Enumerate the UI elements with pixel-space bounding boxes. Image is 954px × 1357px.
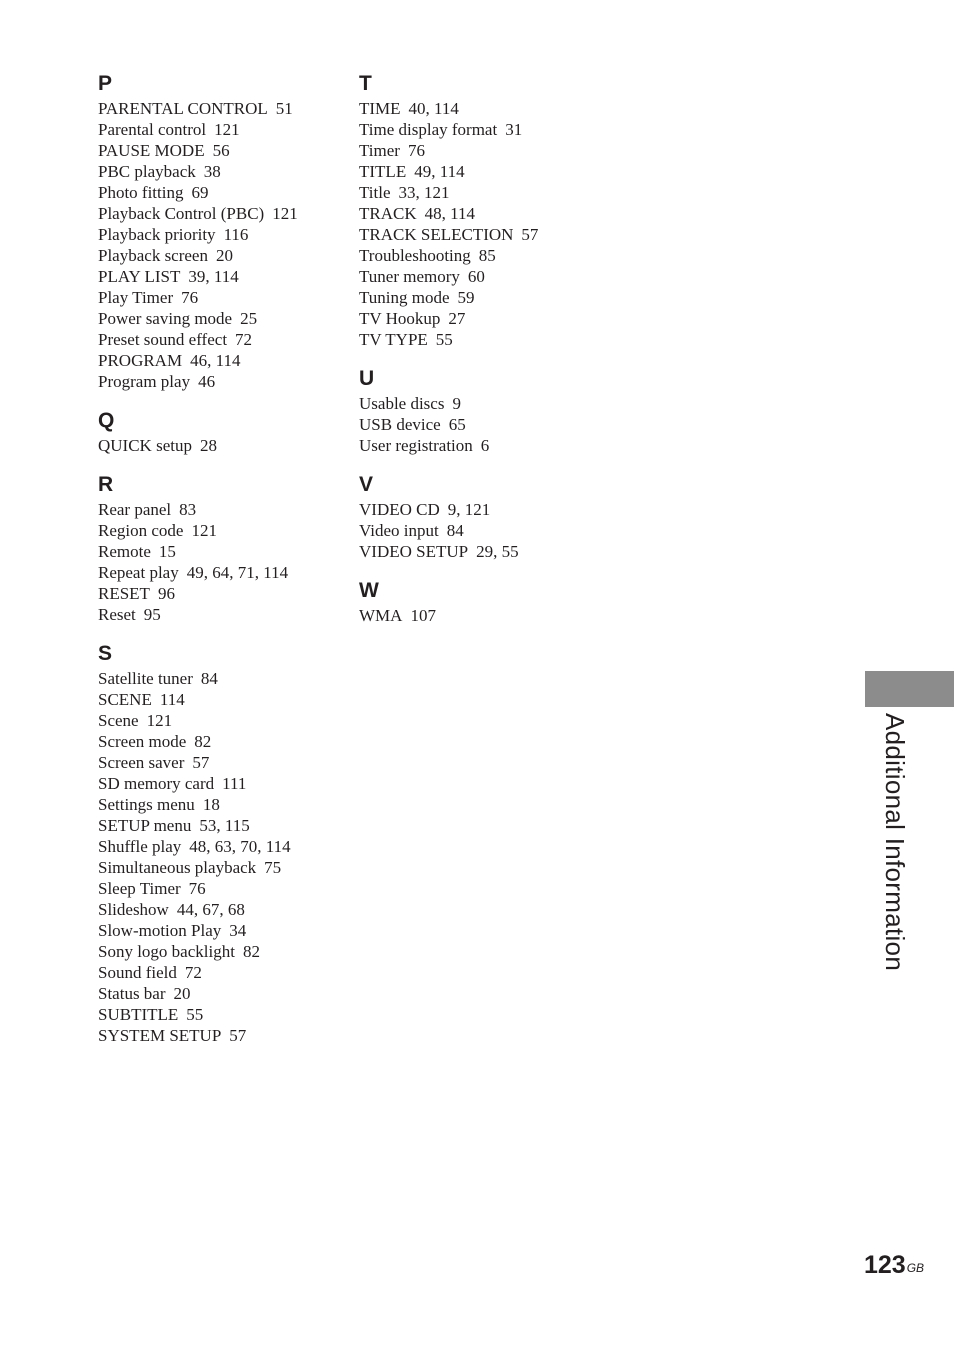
index-entry-pages: 107 (410, 606, 436, 625)
index-entry-term: Settings menu (98, 795, 195, 814)
index-entry-pages: 29, 55 (476, 542, 519, 561)
index-entry (359, 605, 619, 626)
index-entry (359, 161, 619, 182)
index-entry (98, 689, 348, 710)
index-entry-list (359, 393, 619, 456)
index-entry-term: Title (359, 183, 391, 202)
index-entry-term: Rear panel (98, 500, 172, 519)
index-entry-term: Scene (98, 711, 139, 730)
index-entry-term: Satellite tuner (98, 669, 193, 688)
index-letter-heading: R (98, 473, 114, 496)
index-entry-pages: 28 (199, 436, 217, 455)
index-entry (98, 562, 348, 583)
index-entry-pages: 121 (191, 521, 217, 540)
index-entry-term: WMA (359, 606, 403, 625)
index-entry-term: PLAY LIST (98, 267, 181, 286)
index-entry-term: PAUSE MODE (98, 141, 205, 160)
index-entry (359, 140, 619, 161)
index-entry-pages: 20 (173, 984, 191, 1003)
index-entry-term: SD memory card (98, 774, 215, 793)
index-entry-list (98, 435, 348, 456)
index-entry (98, 224, 348, 245)
index-entry (98, 499, 348, 520)
index-section-v (359, 471, 619, 562)
index-entry-term: Shuffle play (98, 837, 182, 856)
index-entry-pages: 84 (200, 669, 218, 688)
index-entry-list (359, 499, 619, 562)
index-entry-term: SYSTEM SETUP (98, 1026, 222, 1045)
index-entry-term: Status bar (98, 984, 166, 1003)
index-entry-term: QUICK setup (98, 436, 192, 455)
index-entry-pages: 57 (229, 1026, 247, 1045)
index-entry-term: Sleep Timer (98, 879, 181, 898)
index-entry-term: Slow-motion Play (98, 921, 222, 940)
index-entry (359, 435, 619, 456)
index-entry-term: Parental control (98, 120, 207, 139)
index-entry (98, 1004, 348, 1025)
index-entry (98, 287, 348, 308)
index-entry (98, 752, 348, 773)
page-number (864, 1248, 924, 1282)
index-entry-pages: 116 (223, 225, 249, 244)
index-entry (98, 435, 348, 456)
index-letter-heading: Q (98, 409, 115, 432)
index-entry-pages: 27 (448, 309, 466, 328)
index-entry (98, 920, 348, 941)
index-entry (98, 182, 348, 203)
index-entry-pages: 57 (521, 225, 539, 244)
index-entry (98, 604, 348, 625)
index-entry-pages: 46, 114 (190, 351, 241, 370)
index-entry-term: SUBTITLE (98, 1005, 179, 1024)
section-tab-marker (865, 671, 954, 707)
index-column-left (98, 70, 348, 1061)
index-entry (359, 224, 619, 245)
index-entry-pages: 55 (435, 330, 453, 349)
index-entry-term: TRACK (359, 204, 417, 223)
index-entry-pages: 95 (143, 605, 161, 624)
index-entry-term: User registration (359, 436, 473, 455)
index-entry-pages: 55 (186, 1005, 204, 1024)
index-entry-term: Playback priority (98, 225, 216, 244)
index-entry-term: Tuner memory (359, 267, 460, 286)
index-entry (98, 815, 348, 836)
index-entry-term: TIME (359, 99, 401, 118)
index-letter-heading: U (359, 367, 375, 390)
index-entry-list (98, 98, 348, 392)
index-entry (98, 668, 348, 689)
index-entry (98, 983, 348, 1004)
index-entry (359, 520, 619, 541)
index-entry-pages: 65 (448, 415, 466, 434)
index-entry-term: Preset sound effect (98, 330, 228, 349)
index-entry-term: Slideshow (98, 900, 169, 919)
index-entry-pages: 53, 115 (199, 816, 250, 835)
index-entry-term: PBC playback (98, 162, 196, 181)
index-entry (98, 203, 348, 224)
index-entry (359, 287, 619, 308)
index-entry-term: Usable discs (359, 394, 445, 413)
index-entry (359, 98, 619, 119)
index-entry-pages: 84 (446, 521, 464, 540)
index-entry-pages: 46 (198, 372, 216, 391)
section-tab-label: Additional Information (880, 713, 910, 972)
index-entry (98, 1025, 348, 1046)
index-entry-term: Remote (98, 542, 151, 561)
index-entry-term: Power saving mode (98, 309, 233, 328)
index-entry-pages: 31 (505, 120, 523, 139)
index-entry-term: TV Hookup (359, 309, 441, 328)
index-entry (359, 119, 619, 140)
index-entry (98, 773, 348, 794)
index-entry-pages: 39, 114 (188, 267, 239, 286)
index-entry-pages: 44, 67, 68 (176, 900, 245, 919)
index-letter-heading: V (359, 473, 374, 496)
index-entry-term: Timer (359, 141, 400, 160)
index-entry-term: Simultaneous playback (98, 858, 257, 877)
index-section-t (359, 70, 619, 350)
index-letter-heading: S (98, 642, 113, 665)
index-entry (98, 857, 348, 878)
index-entry-pages: 85 (478, 246, 496, 265)
index-entry-pages: 40, 114 (408, 99, 459, 118)
page-number-suffix: GB (906, 1261, 925, 1275)
index-section-r (98, 471, 348, 625)
index-entry (98, 98, 348, 119)
index-entry-pages: 121 (272, 204, 298, 223)
index-section-w (359, 577, 619, 626)
index-entry-pages: 121 (214, 120, 240, 139)
index-entry-term: Program play (98, 372, 191, 391)
index-entry (98, 941, 348, 962)
index-letter-heading: T (359, 72, 372, 95)
index-entry-list (98, 668, 348, 1046)
index-entry (98, 266, 348, 287)
index-entry (98, 794, 348, 815)
index-entry (98, 371, 348, 392)
index-letter-heading: W (359, 579, 379, 602)
index-entry (359, 245, 619, 266)
index-entry-term: Sound field (98, 963, 177, 982)
index-letter-heading: P (98, 72, 113, 95)
index-section-s (98, 640, 348, 1046)
index-entry-pages: 9 (452, 394, 461, 413)
index-entry (359, 266, 619, 287)
index-entry (98, 119, 348, 140)
index-entry (98, 878, 348, 899)
index-entry-term: Repeat play (98, 563, 179, 582)
index-entry-term: Photo fitting (98, 183, 184, 202)
index-entry (359, 414, 619, 435)
index-entry-pages: 15 (158, 542, 176, 561)
index-entry (359, 203, 619, 224)
index-entry (359, 393, 619, 414)
index-entry (98, 836, 348, 857)
index-entry (98, 899, 348, 920)
index-section-u (359, 365, 619, 456)
index-entry (359, 329, 619, 350)
index-entry-pages: 111 (222, 774, 247, 793)
index-entry-list (359, 98, 619, 350)
index-entry-pages: 25 (240, 309, 258, 328)
index-entry-pages: 121 (146, 711, 173, 730)
index-entry-term: Play Timer (98, 288, 174, 307)
index-entry-term: SETUP menu (98, 816, 192, 835)
index-entry-pages: 114 (159, 690, 185, 709)
index-entry-list (98, 499, 348, 625)
index-entry (98, 161, 348, 182)
index-entry (98, 962, 348, 983)
index-entry-term: TRACK SELECTION (359, 225, 514, 244)
index-entry-term: Screen saver (98, 753, 185, 772)
index-entry-pages: 18 (202, 795, 220, 814)
index-entry-pages: 20 (215, 246, 233, 265)
index-entry-term: VIDEO CD (359, 500, 440, 519)
index-entry-pages: 75 (264, 858, 282, 877)
index-entry (359, 308, 619, 329)
index-entry-pages: 76 (181, 288, 199, 307)
index-entry (98, 541, 348, 562)
index-entry-pages: 76 (188, 879, 206, 898)
index-entry-pages: 6 (480, 436, 490, 455)
index-entry-pages: 76 (407, 141, 425, 160)
index-entry-term: Reset (98, 605, 136, 624)
index-section-q (98, 407, 348, 456)
index-entry-pages: 82 (194, 732, 212, 751)
index-section-p (98, 70, 348, 392)
index-entry-pages: 59 (457, 288, 475, 307)
index-entry (98, 520, 348, 541)
index-entry (98, 731, 348, 752)
index-entry-term: TV TYPE (359, 330, 428, 349)
index-entry-list (359, 605, 619, 626)
index-entry-pages: 49, 64, 71, 114 (186, 563, 289, 582)
index-entry-term: Tuning mode (359, 288, 450, 307)
index-entry-pages: 83 (179, 500, 197, 519)
index-entry-term: Region code (98, 521, 184, 540)
index-entry-pages: 57 (192, 753, 210, 772)
index-entry-term: SCENE (98, 690, 152, 709)
index-entry-term: VIDEO SETUP (359, 542, 469, 561)
index-entry-term: PROGRAM (98, 351, 183, 370)
index-entry-term: TITLE (359, 162, 407, 181)
index-entry-pages: 49, 114 (414, 162, 465, 181)
index-entry-pages: 56 (212, 141, 230, 160)
index-entry (98, 245, 348, 266)
index-entry-pages: 96 (157, 584, 175, 603)
index-entry-term: RESET (98, 584, 150, 603)
index-entry (359, 541, 619, 562)
index-entry-term: Playback screen (98, 246, 208, 265)
index-entry-pages: 38 (203, 162, 221, 181)
index-column-right (359, 70, 619, 641)
index-entry-term: Playback Control (PBC) (98, 204, 265, 223)
index-entry-term: Troubleshooting (359, 246, 471, 265)
index-entry-term: Sony logo backlight (98, 942, 235, 961)
index-entry-pages: 60 (467, 267, 485, 286)
index-entry-pages: 72 (184, 963, 202, 982)
index-entry (98, 308, 348, 329)
index-entry-pages: 48, 114 (424, 204, 475, 223)
index-entry-term: PARENTAL CONTROL (98, 99, 268, 118)
index-entry (98, 583, 348, 604)
index-entry (359, 499, 619, 520)
index-entry (98, 710, 348, 731)
index-entry-term: Screen mode (98, 732, 187, 751)
index-entry (98, 140, 348, 161)
index-entry-pages: 33, 121 (398, 183, 450, 202)
index-entry (359, 182, 619, 203)
index-entry-pages: 48, 63, 70, 114 (189, 837, 291, 856)
index-entry-pages: 34 (229, 921, 247, 940)
index-entry (98, 350, 348, 371)
page-number-value: 123 (864, 1251, 906, 1279)
index-entry-pages: 51 (275, 99, 293, 118)
index-entry (98, 329, 348, 350)
index-entry-pages: 72 (235, 330, 253, 349)
index-entry-term: Time display format (359, 120, 498, 139)
index-entry-pages: 9, 121 (447, 500, 491, 519)
index-entry-pages: 82 (242, 942, 260, 961)
index-entry-term: USB device (359, 415, 441, 434)
index-entry-pages: 69 (191, 183, 209, 202)
index-entry-term: Video input (359, 521, 439, 540)
